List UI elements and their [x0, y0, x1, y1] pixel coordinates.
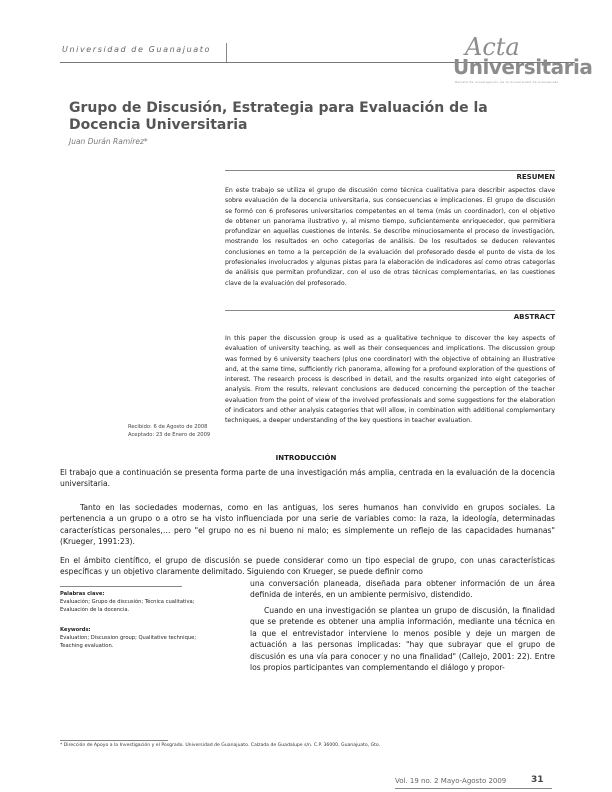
keywords-es-label: Palabras clave: — [60, 591, 105, 597]
logo-tagline: Revista de investigación de la Universidad de Guanajuato — [455, 80, 559, 84]
intro-paragraph-3: En el ámbito científico, el grupo de discusión se puede considerar como un tipo especial de grupo, con unas características específicas y un objetivo claramente delimitado. Siguiendo con Krueger, se puede definir como — [60, 556, 555, 577]
intro-quote: una conversación planeada, diseñada para obtener información de un área definida de interés, en un ambiente permisivo, distendido. — [250, 579, 555, 600]
journal-logo — [453, 33, 593, 89]
intro-paragraph-1: El trabajo que a continuación se presenta forma parte de una investigación más amplia, centrada en la evaluación de la docencia universitaria. — [60, 468, 555, 489]
intro-paragraph-4: Cuando en una investigación se plantea un grupo de discusión, la finalidad que se pretende es obtener una amplia información, mediante una técnica en la que el entrevistador interviene lo menos posible y deje un margen de actuación a las personas implicadas: "hay que subrayar que el grupo de discusión es una vía para conocer y no una finalidad" (Callejo, 2001: 22). Entre los propios participantes van complementando el diálogo y propor- — [250, 606, 555, 673]
logo-script: Acta — [465, 33, 520, 61]
header-divider — [226, 43, 227, 63]
abstract-text: In this paper the discussion group is used as a qualitative technique to discover the key aspects of evaluation of university teaching, as well as their consequences and implications. The discussion group was formed by 6 university teachers (plus one coordinator) with the objective of obtaining an illustrative and, at the same time, sufficiently rich panorama, allowing for a profound exploration of the questions of interest. The research process is described in detail, and the results organized into eight categories of analysis. From the results, relevant conclusions are deduced concerning the perception of the teacher evaluation from the point of view of the involved professionals and some suggestions for the elaboration of indicators and other analysis categories that will allow, in combination with additional complementary techniques, a deeper understanding of the key questions in teacher evaluation. — [225, 335, 555, 425]
article-author: Juan Durán Ramírez* — [69, 137, 148, 146]
resumen-heading: RESUMEN — [516, 173, 555, 181]
issue-info: Vol. 19 no. 2 Mayo-Agosto 2009 — [395, 777, 507, 785]
keywords-en: Evaluation; Discussion group; Qualitative technique; Teaching evaluation. — [60, 635, 197, 649]
resumen-rule — [225, 170, 555, 171]
keywords-rule — [60, 586, 182, 587]
keywords-es: Evaluación; Grupo de discusión; Técnica cualitativa; Evaluación de la docencia. — [60, 599, 195, 613]
keywords-box — [60, 590, 215, 650]
intro-paragraph-2: Tanto en las sociedades modernas, como en las antiguas, los seres humanos han convivido en grupos sociales. La pertenencia a un grupo o a otro se ha visto influenciada por una serie de variables como: la raza, la ideología, determinadas características personales,… pero "el grupo no es ni bueno ni malo; es simplemente un reflejo de las capacidades humanas" (Krueger, 1991:23). — [60, 503, 555, 547]
folio-rule — [395, 788, 552, 789]
footnote: * Dirección de Apoyo a la Investigación y el Posgrado. Universidad de Guanajuato. Calzada de Guadalupe s/n. C.P. 36000. Guanajuato, Gto. — [60, 743, 381, 748]
abstract-heading: ABSTRACT — [513, 313, 555, 321]
abstract-rule — [225, 310, 555, 311]
article-dates — [128, 423, 210, 439]
received-date: Recibido: 6 de Agosto de 2008 — [128, 424, 208, 430]
logo-name: Universitaria — [453, 55, 593, 79]
page-number: 31 — [531, 775, 544, 785]
footnote-rule — [60, 740, 168, 741]
article-title: Grupo de Discusión, Estrategia para Evaluación de la Docencia Universitaria — [69, 100, 488, 133]
university-name: Universidad de Guanajuato — [62, 45, 211, 54]
resumen-text: En este trabajo se utiliza el grupo de discusión como técnica cualitativa para describir aspectos clave sobre evaluación de la docencia universitaria, sus consecuencias e implicaciones. El grupo de discusión se formó con 6 profesores universitarios competentes en el tema (más un coordinador), con el objetivo de obtener un panorama ilustrativo y, al mismo tiempo, suficientemente enriquecedor, que permitiera profundizar en aquellas cuestiones de interés. Se describe minuciosamente el proceso de investigación, mostrando los resultados en ocho categorías de análisis. De los resultados se deducen relevantes conclusiones en torno a la percepción de la evaluación del profesorado desde el punto de vista de los profesionales involucrados y algunas pistas para la elaboración de indicadores así como otras categorías de análisis que permitan profundizar, con el uso de otras técnicas complementarias, en las cuestiones clave de la evaluación del profesorado. — [225, 187, 555, 287]
intro-heading: INTRODUCCIÓN — [275, 454, 337, 462]
accepted-date: Aceptado: 23 de Enero de 2009 — [128, 432, 211, 438]
keywords-en-label: Keywords: — [60, 627, 91, 633]
